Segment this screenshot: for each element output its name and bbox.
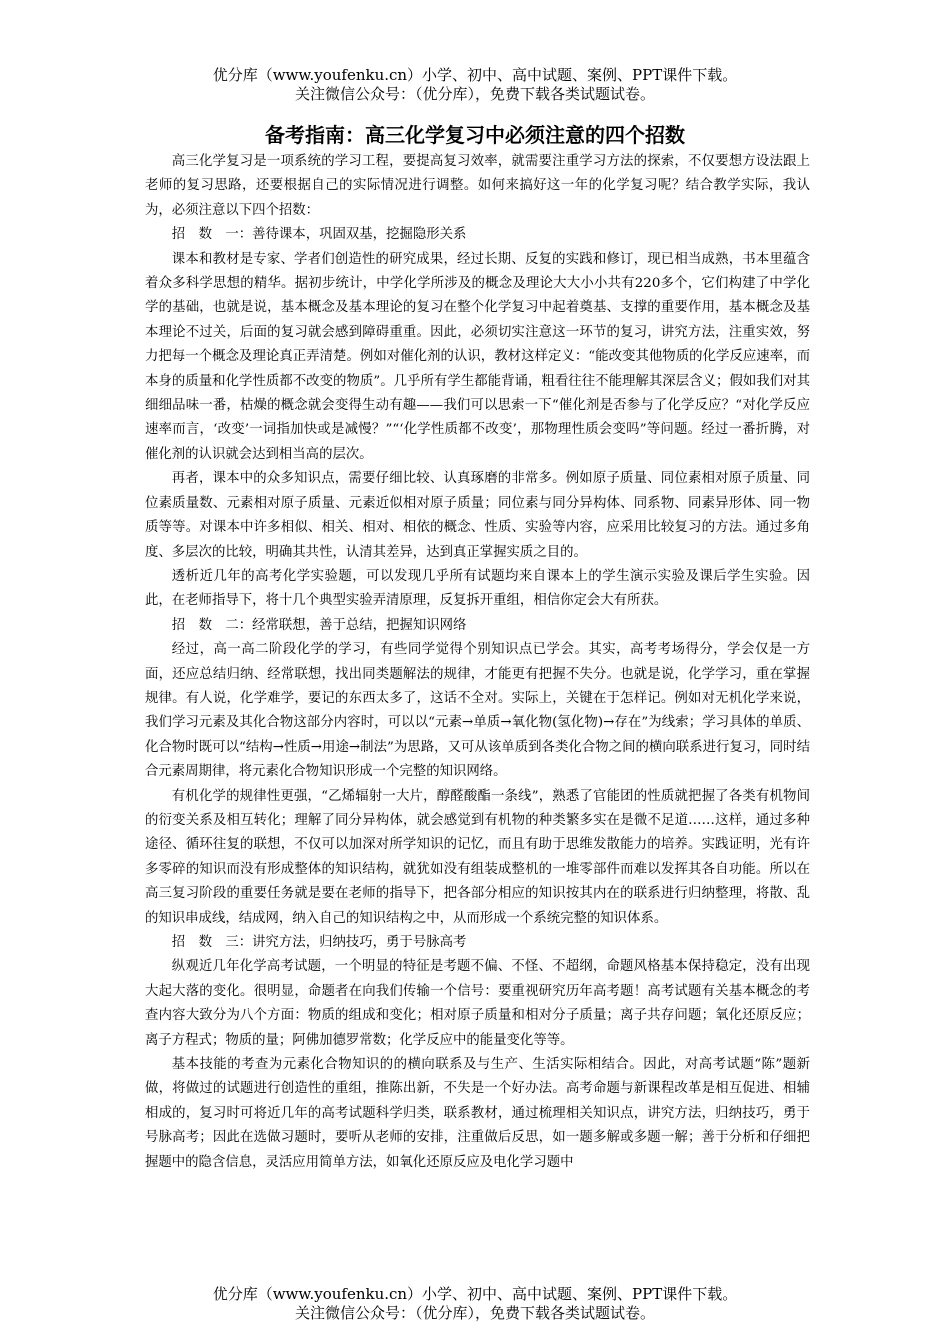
article-title: 备考指南：高三化学复习中必须注意的四个招数	[265, 123, 685, 147]
article-body	[145, 150, 810, 1175]
section-heading-2: 招 数 二：经常联想，善于总结，把握知识网络	[171, 617, 467, 633]
paragraph: 课本和教材是专家、学者们创造性的研究成果，经过长期、反复的实践和修订，现已相当成熟，书本里蕴含着众多科学思想的精华。据初步统计，中学化学所涉及的概念及理论大大小小共有220多个，它们构建了中学化学的基础，也就是说，基本概念及基本理论的复习在整个化学复习中起着奠基、支撑的重要作用，基本概念及基本理论不过关，后面的复习就会感到障碍重重。因此，必须切实注意这一环节的复习，讲究方法，注重实效，努力把每一个概念及理论真正弄清楚。例如对催化剂的认识，教材这样定义：“能改变其他物质的化学反应速率，而本身的质量和化学性质都不改变的物质”。几乎所有学生都能背诵，粗看往往不能理解其深层含义；假如我们对其细细品味一番，枯燥的概念就会变得生动有趣——我们可以思索一下“催化剂是否参与了化学反应？“对化学反应速率而言，‘改变’一词指加快或是减慢？”“‘化学性质都不改变’，那物理性质会变吗”等问题。经过一番折腾，对催化剂的认识就会达到相当高的层次。	[145, 251, 810, 462]
paragraph: 基本技能的考查为元素化合物知识的的横向联系及与生产、生活实际相结合。因此，对高考试题“陈”题新做，将做过的试题进行创造性的重组，推陈出新，不失是一个好办法。高考命题与新课程改革是相互促进、相辅相成的，复习时可将近几年的高考试题科学归类，联系教材，通过梳理相关知识点，讲究方法，归纳技巧，勇于号脉高考；因此在选做习题时，要听从老师的安排，注重做后反思，如一题多解或多题一解；善于分析和仔细把握题中的隐含信息，灵活应用简单方法，如氧化还原反应及电化学习题中	[145, 1057, 810, 1170]
section-heading-1: 招 数 一：善待课本，巩固双基，挖掘隐形关系	[171, 227, 467, 243]
paragraph: 纵观近几年化学高考试题，一个明显的特征是考题不偏、不怪、不超纲，命题风格基本保持稳定，没有出现大起大落的变化。很明显，命题者在向我们传输一个信号：要重视研究历年高考题！高考试题有关基本概念的考查内容大致分为八个方面：物质的组成和变化；相对原子质量和相对分子质量；离子共存问题；氧化还原反应；离子方程式；物质的量；阿佛加德罗常数；化学反应中的能量变化等等。	[145, 959, 810, 1048]
paragraph: 有机化学的规律性更强，“乙烯辐射一大片，醇醛酸酯一条线”，熟悉了官能团的性质就把握了各类有机物间的衍变关系及相互转化；理解了同分异构体，就会感觉到有机物的种类繁多实在是微不足道……这样，通过多种途径、循环往复的联想，不仅可以加深对所学知识的记忆，而且有助于思维发散能力的培养。实践证明，光有许多零碎的知识而没有形成整体的知识结构，就犹如没有组装成整机的一堆零部件而难以发挥其各自功能。所以在高三复习阶段的重要任务就是要在老师的指导下，把各部分相应的知识按其内在的联系进行归纳整理，将散、乱的知识串成线，结成网，纳入自己的知识结构之中，从而形成一个系统完整的知识体系。	[145, 788, 810, 926]
page-header	[0, 66, 950, 104]
paragraph: 透析近几年的高考化学实验题，可以发现几乎所有试题均来自课本上的学生演示实验及课后学生实验。因此，在老师指导下，将十几个典型实验弄清原理，反复拆开重组，相信你定会大有所获。	[145, 568, 810, 609]
header-line-2: 关注微信公众号：（优分库），免费下载各类试题试卷。	[294, 85, 655, 103]
page-footer	[0, 1285, 950, 1323]
paragraph: 经过，高一高二阶段化学的学习，有些同学觉得个别知识点已学会。其实，高考考场得分，学会仅是一方面，还应总结归纳、经常联想，找出同类题解法的规律，才能更有把握不失分。也就是说，化学学习，重在掌握规律。有人说，化学难学，要记的东西太多了，这话不全对。实际上，关键在于怎样记。例如对无机化学来说，我们学习元素及其化合物这部分内容时，可以以“元素→单质→氧化物(氢化物)→存在”为线索；学习具体的单质、化合物时既可以“结构→性质→用途→制法”为思路，又可从该单质到各类化合物之间的横向联系进行复习，同时结合元素周期律，将元素化合物知识形成一个完整的知识网络。	[145, 642, 810, 780]
footer-line-1: 优分库（www.youfenku.cn）小学、初中、高中试题、案例、PPT课件下载。	[212, 1285, 738, 1303]
footer-line-2: 关注微信公众号：（优分库），免费下载各类试题试卷。	[294, 1304, 655, 1322]
paragraph: 再者，课本中的众多知识点，需要仔细比较、认真琢磨的非常多。例如原子质量、同位素相对原子质量、同位素质量数、元素相对原子质量、元素近似相对原子质量；同位素与同分异构体、同系物、同素异形体、同一物质等等。对课本中许多相似、相关、相对、相依的概念、性质、实验等内容，应采用比较复习的方法。通过多角度、多层次的比较，明确其共性，认清其差异，达到真正掌握实质之目的。	[145, 471, 810, 560]
paragraph-intro: 高三化学复习是一项系统的学习工程，要提高复习效率，就需要注重学习方法的探索，不仅要想方设法跟上老师的复习思路，还要根据自己的实际情况进行调整。如何来搞好这一年的化学复习呢？结合教学实际，我认为，必须注意以下四个招数：	[145, 154, 810, 218]
header-line-1: 优分库（www.youfenku.cn）小学、初中、高中试题、案例、PPT课件下载。	[212, 66, 738, 84]
section-heading-3: 招 数 三：讲究方法，归纳技巧，勇于号脉高考	[171, 935, 467, 950]
